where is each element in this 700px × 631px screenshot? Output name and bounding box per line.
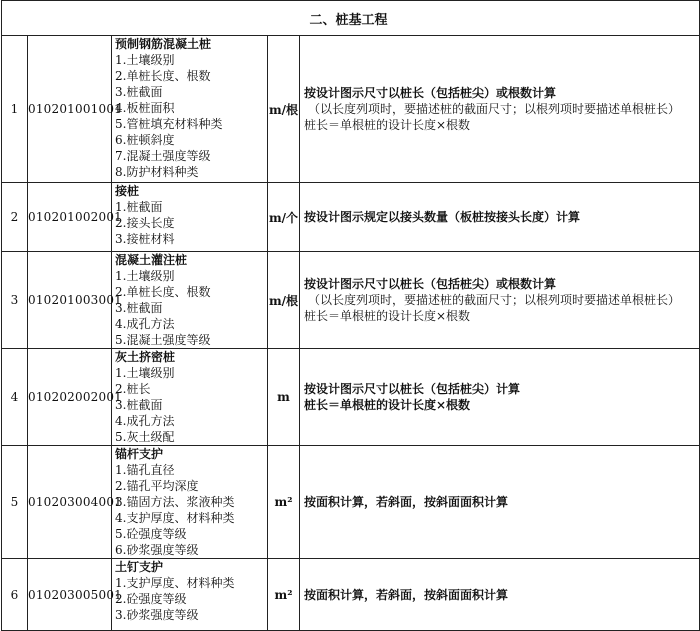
item-name: 接桩: [115, 184, 140, 198]
rule-line: 按设计图示规定以接头数量（板桩按接头长度）计算: [304, 210, 581, 224]
feature-line: 7.混凝土强度等级: [115, 149, 211, 163]
row-number: 6: [2, 559, 28, 631]
rule-line: 按设计图示尺寸以桩长（包括桩尖）计算: [304, 382, 521, 396]
feature-line: 5.管桩填充材料种类: [115, 117, 223, 131]
feature-line: 2.单桩长度、根数: [115, 285, 211, 299]
calc-rule: [300, 349, 700, 446]
item-code: 010201003001: [28, 252, 112, 349]
row-number: 4: [2, 349, 28, 446]
feature-line: 2.桩长: [115, 382, 151, 396]
feature-line: 2.接头长度: [115, 216, 175, 230]
feature-line: 4.支护厚度、材料种类: [115, 511, 235, 525]
rule-line: 按面积计算，若斜面，按斜面面积计算: [304, 495, 509, 509]
item-name: 混凝土灌注桩: [115, 253, 188, 267]
table-row: [2, 349, 700, 446]
calc-rule: [300, 183, 700, 252]
item-features: [112, 36, 268, 183]
item-features: [112, 183, 268, 252]
feature-line: 2.锚孔平均深度: [115, 479, 199, 493]
feature-line: 8.防护材料种类: [115, 165, 199, 179]
calc-rule: [300, 252, 700, 349]
feature-line: 1.土壤级别: [115, 366, 175, 380]
pile-foundation-table: [1, 0, 700, 631]
unit: m/个: [268, 183, 300, 252]
rule-line: 桩长＝单根桩的设计长度×根数: [304, 309, 471, 323]
feature-line: 5.灰土级配: [115, 430, 175, 444]
row-number: 5: [2, 446, 28, 559]
feature-line: 3.桩截面: [115, 85, 163, 99]
rule-line: （以长度列项时，要描述桩的截面尺寸；以根列项时要描述单根桩长）: [308, 293, 681, 307]
rule-line: 按面积计算，若斜面，按斜面面积计算: [304, 587, 509, 602]
feature-line: 4.板桩面积: [115, 101, 175, 115]
feature-line: 6.桩顿斜度: [115, 133, 175, 147]
rule-line: （以长度列项时，要描述桩的截面尺寸；以根列项时要描述单根桩长）: [308, 102, 681, 116]
item-features: [112, 446, 268, 559]
rule-line: 桩长＝单根桩的设计长度×根数: [304, 398, 471, 412]
item-features: [112, 349, 268, 446]
unit: m²: [268, 446, 300, 559]
table-row: [2, 559, 700, 631]
feature-line: 2.单桩长度、根数: [115, 69, 211, 83]
item-code: 010201001001: [28, 36, 112, 183]
feature-line: 4.成孔方法: [115, 317, 175, 331]
item-name: 锚杆支护: [115, 447, 164, 461]
section-title: [300, 1, 700, 36]
calc-rule: [300, 36, 700, 183]
item-code: 010202002001: [28, 349, 112, 446]
item-name: 预制钢筋混凝土桩: [115, 37, 212, 51]
item-features: [112, 252, 268, 349]
item-name: 灰土挤密桩: [115, 350, 176, 364]
row-number: 2: [2, 183, 28, 252]
feature-line: 3.砂浆强度等级: [115, 608, 199, 622]
feature-line: 3.桩截面: [115, 301, 163, 315]
feature-line: 1.土壤级别: [115, 269, 175, 283]
feature-line: 1.支护厚度、材料种类: [115, 576, 235, 590]
unit: m²: [268, 559, 300, 631]
calc-rule: [300, 446, 700, 559]
table-row: [2, 446, 700, 559]
title-spacer: [2, 1, 300, 36]
feature-line: 3.接桩材料: [115, 232, 175, 246]
item-code: 010201002001: [28, 183, 112, 252]
unit: m/根: [268, 252, 300, 349]
feature-line: 2.砼强度等级: [115, 592, 187, 606]
rule-line: 桩长＝单根桩的设计长度×根数: [304, 118, 471, 132]
item-features: [112, 559, 268, 631]
item-code: 010203005001: [28, 559, 112, 631]
feature-line: 5.混凝土强度等级: [115, 333, 211, 347]
rule-line: 按设计图示尺寸以桩长（包括桩尖）或根数计算: [304, 86, 557, 100]
section-title-text: 二、桩基工程: [309, 12, 388, 28]
unit: m/根: [268, 36, 300, 183]
title-row: [2, 1, 700, 36]
feature-line: 1.桩截面: [115, 200, 163, 214]
unit: m: [268, 349, 300, 446]
row-number: 1: [2, 36, 28, 183]
feature-line: 6.砂浆强度等级: [115, 543, 199, 557]
feature-line: 5.砼强度等级: [115, 527, 187, 541]
row-number: 3: [2, 252, 28, 349]
item-name: 土钉支护: [115, 560, 164, 574]
feature-line: 4.成孔方法: [115, 414, 175, 428]
feature-line: 3.桩截面: [115, 398, 163, 412]
rule-line: 按设计图示尺寸以桩长（包括桩尖）或根数计算: [304, 277, 557, 291]
table-row: [2, 252, 700, 349]
item-code: 010203004001: [28, 446, 112, 559]
calc-rule: [300, 559, 700, 631]
feature-line: 1.土壤级别: [115, 53, 175, 67]
feature-line: 1.锚孔直径: [115, 463, 175, 477]
table-row: [2, 183, 700, 252]
feature-line: 3.锚固方法、浆液种类: [115, 495, 235, 509]
table-row: [2, 36, 700, 183]
